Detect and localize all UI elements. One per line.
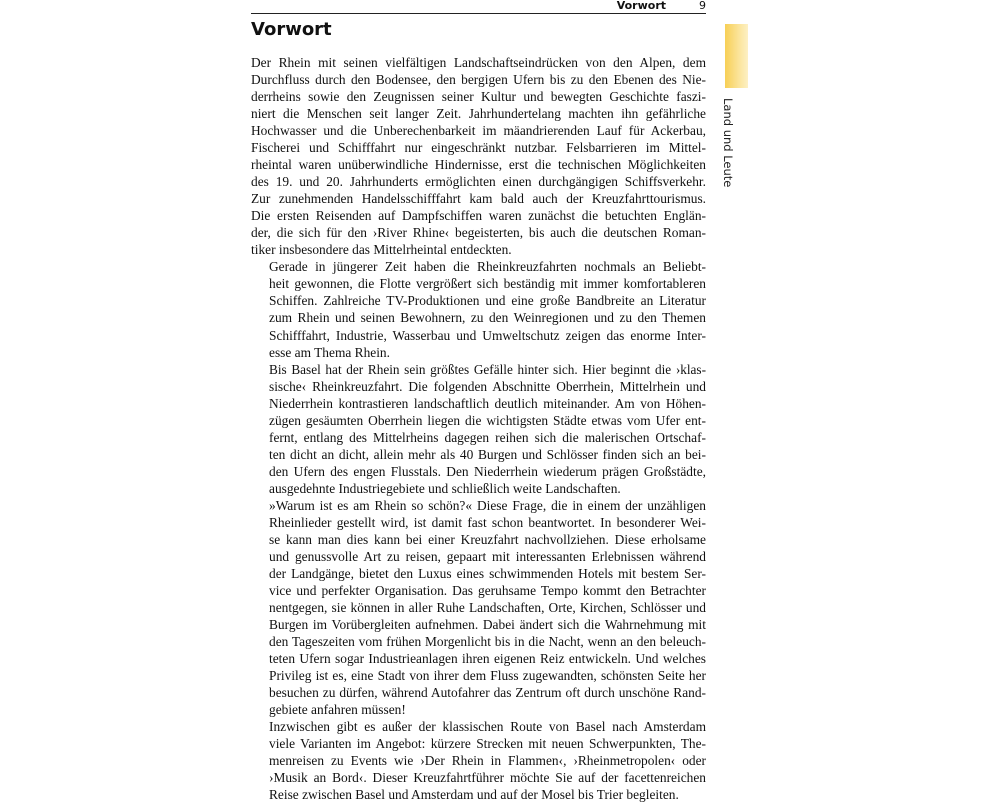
text-line: Hochwasser und die Unberechenbarkeit im mäandrierenden Lauf für Ackerbau, [251, 123, 706, 139]
text-line: viele Varianten im Angebot: kürzere Strecken mit neuen Schwerpunkten, The- [269, 736, 706, 752]
text-line: den Ufern des engen Flusstals. Den Niederrhein wiederum prägen Großstädte, [269, 463, 706, 479]
text-line: und genussvolle Art zu reisen, gepaart mit interessanten Erlebnissen während [269, 548, 706, 564]
text-line: Burgen im Vorübergleiten aufnehmen. Dabei ändert sich die Wahrnehmung mit [269, 617, 706, 633]
text-line: ten dicht an dicht, allein mehr als 40 Burgen und Schlösser finden sich an bei- [269, 446, 706, 462]
text-line: ›Musik an Bord‹. Dieser Kreuzfahrtführer möchte Sie auf der facettenreichen [269, 770, 706, 786]
text-line: Der Rhein mit seinen vielfältigen Landschaftseindrücken von den Alpen, dem [251, 55, 706, 70]
text-line: Niederrhein kontrastieren landschaftlich deutlich miteinander. Am von Höhen- [269, 395, 706, 411]
text-line: Durchfluss durch den Bodensee, den bergigen Ufern bis zu den Ebenen des Nie- [251, 72, 706, 88]
side-tab-label: Land und Leute [721, 98, 735, 188]
text-line: Rheinlieder gestellt wird, ist damit fast schon beantwortet. In besonderer Wei- [269, 514, 706, 530]
page-number: 9 [699, 0, 706, 12]
text-line: rheintal waren unüberwindliche Hindernisse, erst die technischen Möglichkeiten [251, 157, 706, 173]
text-line: den Tageszeiten vom frühen Morgenlicht bis in die Nacht, wenn an den beleuch- [269, 634, 706, 650]
text-line: menreisen zu Events wie ›Der Rhein in Flammen‹, ›Rheinmetropolen‹ oder [269, 753, 706, 769]
running-head [251, 0, 706, 14]
text-line: Privileg ist es, eine Stadt von ihrer dem Fluss zugewandten, schönsten Seite her [269, 668, 706, 684]
text-line: der Landgänge, bietet den Luxus eines schwimmenden Hotels mit bestem Ser- [269, 565, 706, 581]
text-line: Schiffen. Zahlreiche TV-Produktionen und eine große Bandbreite an Literatur [269, 293, 706, 309]
paragraph [251, 718, 706, 803]
text-line: niert die Menschen seit langer Zeit. Jahrhundertelang machten ihn gefährliche [251, 106, 706, 122]
text-line: Reise zwischen Basel und Amsterdam und auf der Mosel bis Trier begleiten. [269, 787, 679, 803]
paragraph [251, 54, 706, 258]
text-line: se kann man dies kann bei einer Kreuzfahrt nachvollziehen. Diese erholsame [269, 531, 706, 547]
text-line: ausgedehnte Industriegebiete und schließlich weite Landschaften. [269, 480, 621, 496]
text-line: Schifffahrt, Industrie, Wasserbau und Umweltschutz zeigen das enorme Inter- [269, 327, 706, 343]
text-line: des 19. und 20. Jahrhunderts ermöglichten einen durchgängigen Schiffsverkehr. [251, 174, 706, 190]
text-line: Zur zunehmenden Handelsschifffahrt kam bald auch der Kreuzfahrttourismus. [251, 191, 706, 207]
text-line: fernt, entlang des Mittelrheins dagegen reihen sich die malerischen Ortschaf- [269, 429, 706, 445]
text-line: Gerade in jüngerer Zeit haben die Rheinkreuzfahrten nochmals an Beliebt- [269, 259, 706, 275]
text-line: zum Rhein und seinen Bewohnern, zu den Weinregionen und zu den Themen [269, 310, 706, 326]
chapter-title: Vorwort [251, 19, 332, 40]
text-line: heit gewonnen, die Flotte vergrößert sich beständig mit immer komfortableren [269, 276, 706, 292]
paragraph [251, 497, 706, 718]
paragraph [251, 258, 706, 360]
text-line: gebiete anfahren müssen! [269, 702, 406, 718]
text-line: Bis Basel hat der Rhein sein größtes Gefälle hinter sich. Hier beginnt die ›klas- [269, 361, 706, 377]
text-line: derrheins sowie den Zeugnissen seiner Kultur und bewegten Geschichte faszi- [251, 89, 706, 105]
paragraph [251, 361, 706, 497]
text-line: zügen gesäumten Oberrhein liegen die wichtigsten Städte etwas vom Ufer ent- [269, 412, 706, 428]
text-line: vice und perfekter Organisation. Das geruhsame Tempo kommt den Betrachter [269, 582, 706, 598]
chapter-tab-marker [725, 24, 748, 88]
text-line: nentgegen, sie können in aller Ruhe Landschaften, Orte, Kirchen, Schlösser und [269, 600, 706, 615]
running-head-section: Vorwort [616, 0, 666, 12]
text-line: esse am Thema Rhein. [269, 344, 390, 360]
text-line: teten Ufern sogar Industrieanlagen ihren eigenen Reiz entwickeln. Und welches [269, 651, 706, 667]
text-line: tiker insbesondere das Mittelrheintal entdeckten. [251, 242, 512, 258]
text-line: Fischerei und Schifffahrt nur eingeschränkt nutzbar. Felsbarrieren im Mittel- [251, 140, 706, 156]
text-line: der, die sich für den ›River Rhine‹ begeisterten, bis auch die deutschen Roman- [251, 225, 706, 241]
body-text [251, 54, 706, 803]
text-line: sische‹ Rheinkreuzfahrt. Die folgenden Abschnitte Oberrhein, Mittelrhein und [269, 378, 706, 394]
text-line: besuchen zu dürfen, während Autofahrer das Zentrum oft durch unschöne Rand- [269, 685, 706, 701]
text-line: Die ersten Reisenden auf Dampfschiffen waren zunächst die betuchten Englän- [251, 208, 706, 224]
text-line: »Warum ist es am Rhein so schön?« Diese Frage, die in einem der unzähligen [269, 497, 706, 513]
text-line: Inzwischen gibt es außer der klassischen Route von Basel nach Amsterdam [269, 719, 706, 735]
